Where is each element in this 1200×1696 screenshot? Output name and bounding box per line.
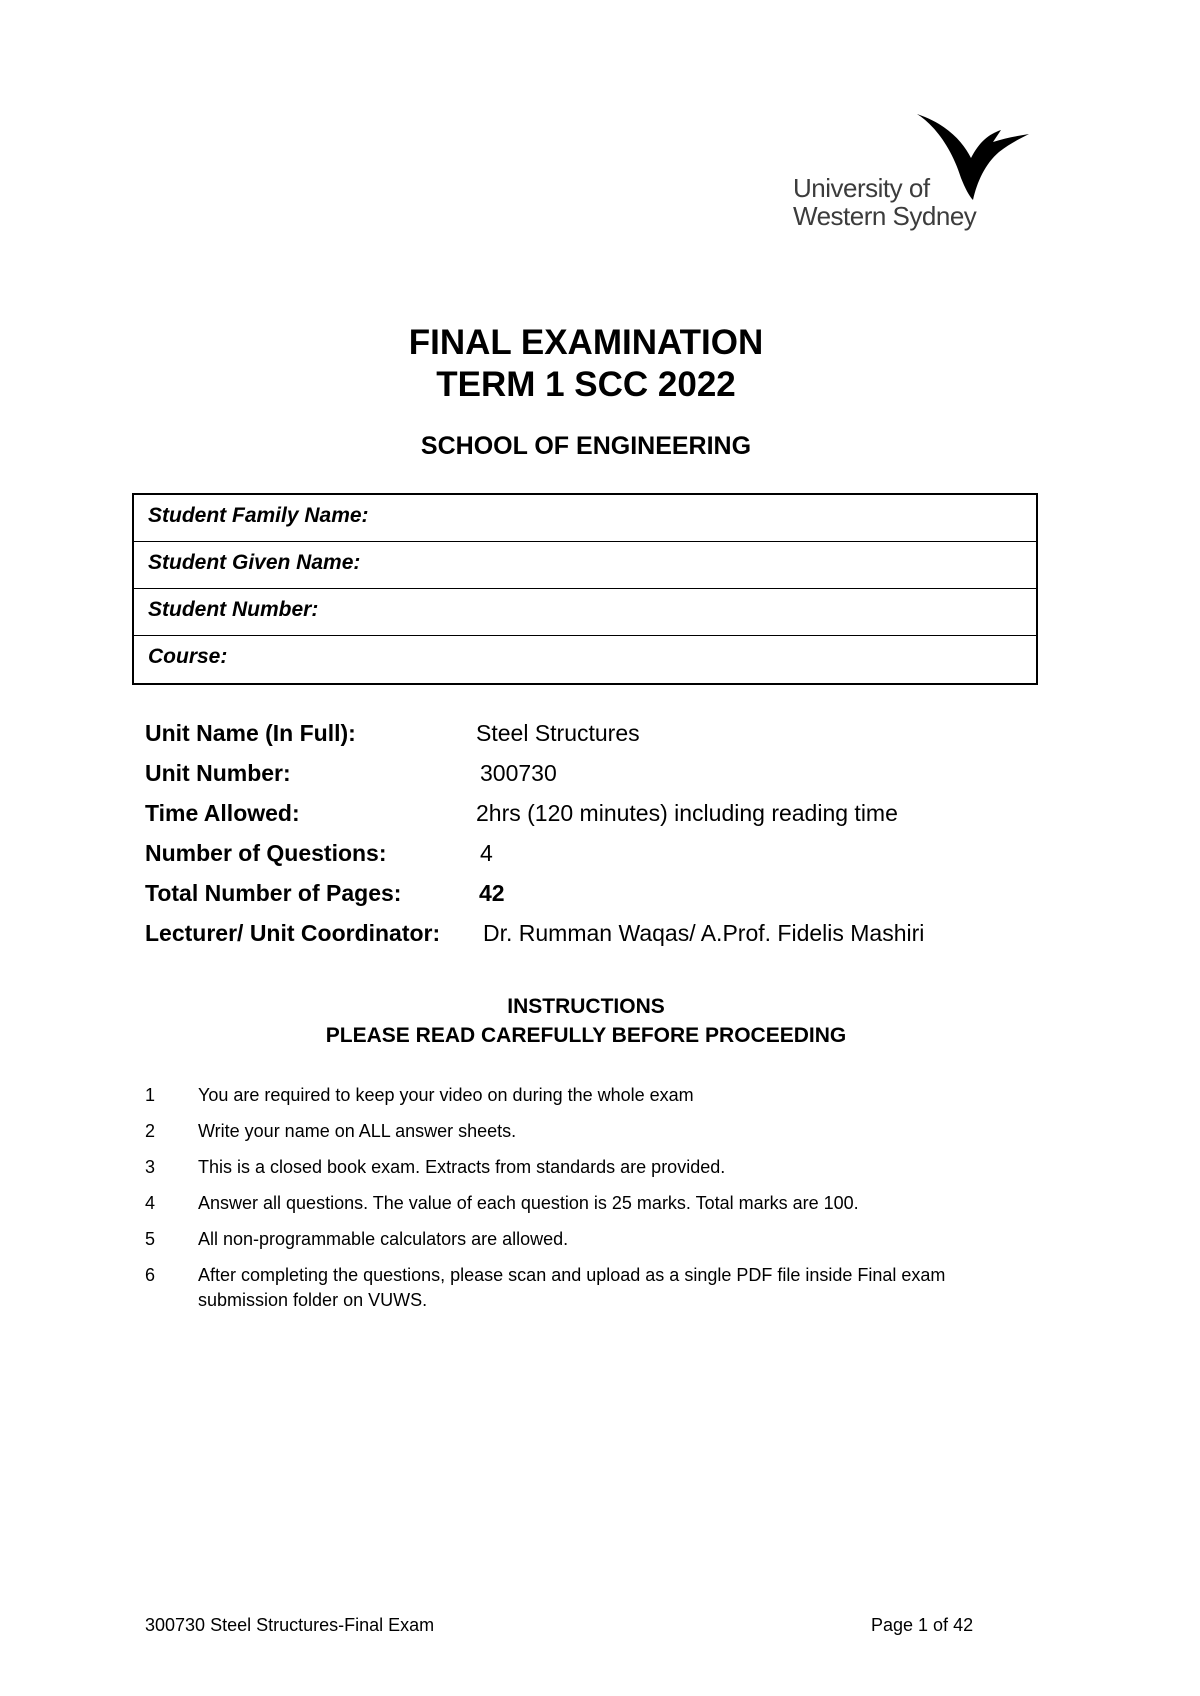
list-item [145,1227,1005,1252]
list-item [145,1083,1005,1108]
item-number: 3 [145,1157,156,1177]
number-of-questions-value: 4 [480,840,493,866]
student-details-table [132,493,1038,685]
item-text: Answer all questions. The value of each question is 25 marks. Total marks are 100. [198,1193,859,1213]
exam-title-block [0,322,1172,406]
page-number: Page 1 of 42 [871,1615,974,1635]
item-number: 1 [145,1085,156,1105]
instructions-title: INSTRUCTIONS [507,995,665,1018]
item-text: After completing the questions, please scan and upload as a single PDF file inside Final exam submission folder on VUWS. [198,1265,946,1310]
unit-number-value: 300730 [480,760,557,786]
logo-line-1: University of [793,173,930,203]
student-given-name-field[interactable]: Student Given Name: [134,542,1036,589]
list-item [145,1119,1005,1144]
info-label: Time Allowed: [145,800,300,826]
item-text: Write your name on ALL answer sheets. [198,1121,517,1141]
info-label: Lecturer/ Unit Coordinator: [145,920,441,946]
list-item [145,1155,1005,1180]
item-text: All non-programmable calculators are allowed. [198,1229,569,1249]
item-number: 2 [145,1121,156,1141]
exam-term: TERM 1 SCC 2022 [436,365,736,404]
time-allowed-value: 2hrs (120 minutes) including reading time [476,800,898,826]
logo-line-2: Western Sydney [793,201,977,231]
info-label: Unit Number: [145,760,291,786]
item-text: This is a closed book exam. Extracts from standards are provided. [198,1157,726,1177]
total-pages-value: 42 [479,880,505,906]
item-number: 5 [145,1229,156,1249]
info-label: Total Number of Pages: [145,880,402,906]
item-number: 6 [145,1265,156,1285]
instructions-subtitle: PLEASE READ CAREFULLY BEFORE PROCEEDING [325,1024,847,1047]
item-number: 4 [145,1193,156,1213]
school-name: SCHOOL OF ENGINEERING [420,432,752,460]
course-field[interactable]: Course: [148,645,228,668]
info-label: Unit Name (In Full): [145,720,356,746]
instructions-heading [0,992,1172,1050]
student-family-name-field[interactable]: Student Family Name: [134,495,1036,542]
lecturer-value: Dr. Rumman Waqas/ A.Prof. Fidelis Mashiri [483,920,925,946]
unit-name-value: Steel Structures [476,720,640,746]
exam-title: FINAL EXAMINATION [408,323,764,362]
footer-title: 300730 Steel Structures-Final Exam [145,1615,435,1635]
student-number-field[interactable]: Student Number: [134,589,1036,636]
item-text: You are required to keep your video on during the whole exam [198,1085,694,1105]
list-item [145,1263,1005,1313]
university-logo [793,112,1033,232]
logo-wordmark [793,174,976,230]
instructions-list [145,1083,1005,1324]
list-item [145,1191,1005,1216]
info-label: Number of Questions: [145,840,387,866]
